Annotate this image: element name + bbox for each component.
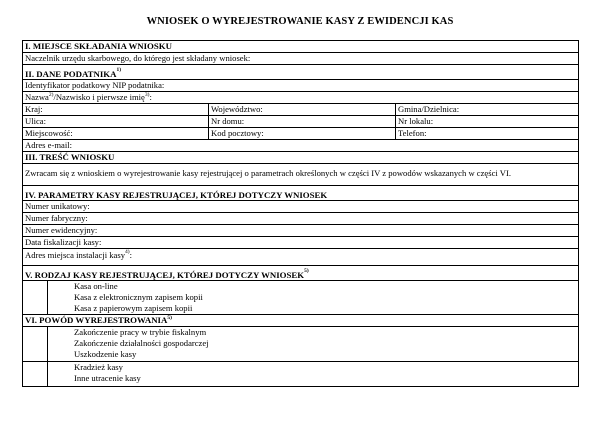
request-content xyxy=(23,164,578,186)
nip-field[interactable] xyxy=(23,80,578,92)
option-end-business[interactable]: Zakończenie działalności gospodarczej xyxy=(23,338,578,349)
option-online-register[interactable]: Kasa on-line xyxy=(23,281,578,292)
option-end-fiscal-mode[interactable]: Zakończenie pracy w trybie fiskalnym xyxy=(23,327,578,338)
option-paper-copy-register[interactable]: Kasa z papierowym zapisem kopii xyxy=(23,303,578,314)
checkbox[interactable] xyxy=(23,303,48,314)
address-row-1 xyxy=(23,104,578,116)
checkbox[interactable] xyxy=(23,292,48,303)
deregistration-reason-options-b xyxy=(23,362,578,386)
email-field[interactable] xyxy=(23,140,578,152)
option-other-loss[interactable]: Inne utracenie kasy xyxy=(23,373,578,386)
city-field[interactable]: Miejscowość: xyxy=(25,128,73,138)
factory-number-label: Numer fabryczny: xyxy=(25,213,88,223)
name-label: Nazwa$^{2)}$/Nazwisko i pierwsze imię$^{3)}$: xyxy=(25,92,152,102)
checkbox[interactable] xyxy=(23,327,48,338)
register-type-options xyxy=(23,281,578,315)
section-6-title: VI. POWÓD WYREJESTROWANIA$^{5)}$ xyxy=(25,315,172,325)
registration-form xyxy=(22,40,579,387)
page-title: WNIOSEK O WYREJESTROWANIE KASY Z EWIDENCJI KAS xyxy=(146,16,454,27)
unique-number-label: Numer unikatowy: xyxy=(25,201,90,211)
postcode-field[interactable]: Kod pocztowy: xyxy=(208,128,395,139)
deregistration-reason-options-a xyxy=(23,327,578,362)
section-4-title: IV. PARAMETRY KASY REJESTRUJĄCEJ, KTÓREJ DOTYCZY WNIOSEK xyxy=(25,190,328,200)
country-field[interactable]: Kraj: xyxy=(25,104,43,114)
address-row-2 xyxy=(23,116,578,128)
section-1-header xyxy=(23,41,578,53)
commune-field[interactable]: Gmina/Dzielnica: xyxy=(395,104,578,115)
section-1-title: I. MIEJSCE SKŁADANIA WNIOSKU xyxy=(25,41,172,51)
section-2-header xyxy=(23,65,578,80)
section-3-title: III. TREŚĆ WNIOSKU xyxy=(25,152,115,162)
section-5-title: V. RODZAJ KASY REJESTRUJĄCEJ, KTÓREJ DOTYCZY WNIOSEK$^{5)}$ xyxy=(25,268,309,280)
fiscalization-date-label: Data fiskalizacji kasy: xyxy=(25,237,102,247)
record-number-field[interactable] xyxy=(23,225,578,237)
installation-address-field[interactable] xyxy=(23,249,578,266)
section-6-header xyxy=(23,315,578,327)
address-row-3 xyxy=(23,128,578,140)
flat-number-field[interactable]: Nr lokalu: xyxy=(395,116,578,127)
email-label: Adres e-mail: xyxy=(25,140,73,150)
request-text: Zwracam się z wnioskiem o wyrejestrowanie kasy rejestrującej o parametrach określonych w części IV z powodów wskazanych w części VI. xyxy=(25,168,511,178)
house-number-field[interactable]: Nr domu: xyxy=(208,116,395,127)
checkbox[interactable] xyxy=(23,281,48,292)
phone-field[interactable]: Telefon: xyxy=(395,128,578,139)
checkbox[interactable] xyxy=(23,373,48,386)
section-4-header xyxy=(23,186,578,201)
nip-label: Identyfikator podatkowy NIP podatnika: xyxy=(25,80,165,90)
option-register-theft[interactable]: Kradzież kasy xyxy=(23,362,578,373)
installation-address-label: Adres miejsca instalacji kasy$^{4)}$: xyxy=(25,249,132,260)
checkbox[interactable] xyxy=(23,362,48,373)
voivodeship-field[interactable]: Województwo: xyxy=(208,104,395,115)
fiscalization-date-field[interactable] xyxy=(23,237,578,249)
option-electronic-copy-register[interactable]: Kasa z elektronicznym zapisem kopii xyxy=(23,292,578,303)
section-5-header xyxy=(23,266,578,281)
factory-number-field[interactable] xyxy=(23,213,578,225)
unique-number-field[interactable] xyxy=(23,201,578,213)
option-register-damage[interactable]: Uszkodzenie kasy xyxy=(23,349,578,361)
checkbox[interactable] xyxy=(23,349,48,361)
record-number-label: Numer ewidencyjny: xyxy=(25,225,98,235)
section-3-header xyxy=(23,152,578,164)
checkbox[interactable] xyxy=(23,338,48,349)
tax-office-label: Naczelnik urzędu skarbowego, do którego jest składany wniosek: xyxy=(25,53,251,63)
name-field[interactable] xyxy=(23,92,578,104)
tax-office-field[interactable] xyxy=(23,53,578,65)
street-field[interactable]: Ulica: xyxy=(25,116,46,126)
section-2-title: II. DANE PODATNIKA$^{1)}$ xyxy=(25,67,122,79)
